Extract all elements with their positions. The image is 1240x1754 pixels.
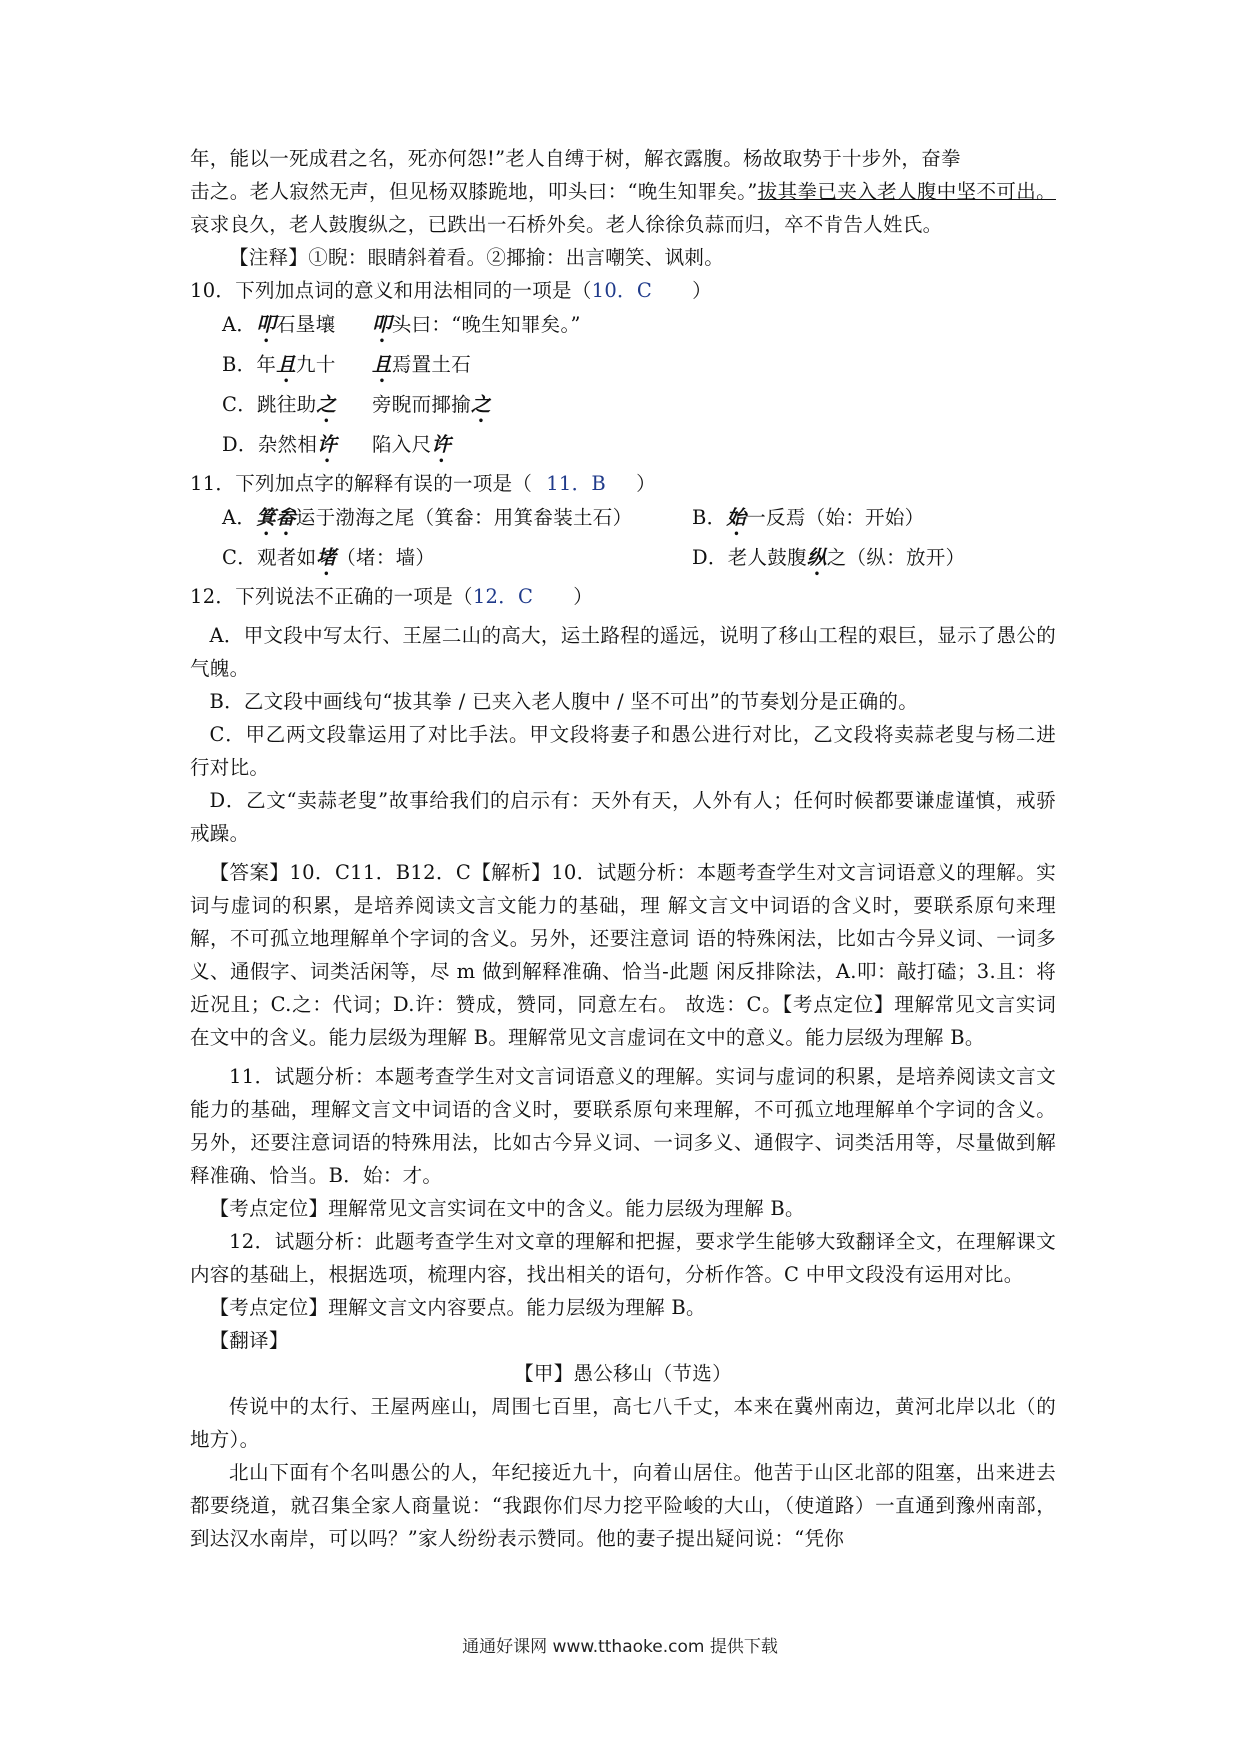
translation-paragraph: 传说中的太行、王屋两座山，周围七百里，高七八千丈，本来在冀州南边，黄河北岸以北（的地方）。 [190, 1395, 1056, 1451]
q12-option-c: C．甲乙两文段靠运用了对比手法。甲文段将妻子和愚公进行对比，乙文段将卖蒜老叟与杨二进行对比。 [190, 723, 1056, 779]
q11-option-b [692, 500, 924, 540]
q12-option-b: B．乙文段中画线句“拔其拳 / 已夹入老人腹中 / 坚不可出”的节奏划分是正确的。 [209, 690, 919, 713]
passage-text: 哀求良久，老人鼓腹纵之，已跌出一石桥外矣。老人徐徐负蒜而归，卒不肯告人姓氏。 [190, 213, 943, 236]
analysis-point: 【考点定位】理解常见文言实词在文中的含义。能力层级为理解 B。 [209, 1197, 805, 1220]
stem-text: 10．下列加点词的意义和用法相同的一项是（ [190, 279, 592, 302]
passage-line: 年，能以一死成君之名，死亦何怨!”老人自缚于树，解衣露腹。杨故取势于十步外，奋拳 [190, 147, 961, 170]
q12-option-a: A．甲文段中写太行、王屋二山的高大，运土路程的遥远，说明了移山工程的艰巨，显示了愚公的气魄。 [190, 624, 1056, 680]
q10-option-d [190, 427, 1056, 467]
analysis-q12: 12．试题分析：此题考查学生对文章的理解和把握，要求学生能够大致翻译全文，在理解课文内容的基础上，根据选项，梳理内容，找出相关的语句，分析作答。C 中甲文段没有运用对比。 [190, 1230, 1056, 1286]
option-label: A． [222, 313, 257, 336]
option-text: 一反焉（始：开始） [746, 506, 925, 529]
dotted-char: 堵 [316, 546, 337, 569]
option-text: 石垦壤 [276, 313, 336, 336]
notes: 【注释】①睨：眼睛斜着看。②揶揄：出言嘲笑、讽刺。 [229, 246, 725, 269]
q10-option-b [190, 347, 1056, 387]
question-12-stem [190, 580, 1056, 613]
option-text: 头曰：“晚生知罪矣。” [391, 313, 581, 336]
analysis-q11: 11．试题分析：本题考查学生对文言词语意义的理解。实词与虚词的积累，是培养阅读文言文能力的基础，理解文言文中词语的含义时，要联系原句来理解，不可孤立地理解单个字词的含义。另外，还要注意词语的特殊用法，比如古今异义词、一词多义、通假字、词类活用等，尽量做到解释准确、恰当。B．始：才。 [190, 1065, 1056, 1187]
option-text: 焉置土石 [391, 353, 472, 376]
document-body [190, 142, 1056, 1555]
translation-paragraph: 北山下面有个名叫愚公的人，年纪接近九十，向着山居住。他苦于山区北部的阻塞，出来进去都要绕道，就召集全家人商量说：“我跟你们尽力挖平险峻的大山，（使道路）一直通到豫州南部，到达汉水南岸，可以吗？”家人纷纷表示赞同。他的妻子提出疑问说：“凭你 [190, 1461, 1056, 1550]
question-11-stem [190, 467, 1056, 500]
stem-text: 12．下列说法不正确的一项是（ [190, 585, 473, 608]
option-label: A． [222, 506, 257, 529]
answer-mark: 11．B [546, 472, 607, 495]
q11-options-row [190, 540, 1056, 580]
dotted-char: 箕畚 [256, 506, 296, 529]
stem-text: 11．下列加点字的解释有误的一项是（ [190, 472, 533, 495]
stem-close: ） [573, 585, 594, 608]
translation-heading: 【翻译】 [209, 1329, 289, 1352]
option-text: 运于渤海之尾（箕畚：用箕畚装土石） [295, 506, 633, 529]
stem-close: ） [636, 472, 656, 495]
page-footer: 通通好课网 www.tthaoke.com 提供下载 [462, 1637, 778, 1657]
option-label: C．跳往助 [222, 393, 317, 416]
answer-mark: 10．C [591, 279, 653, 302]
dotted-char: 始 [726, 506, 747, 529]
option-text: 陷入尺 [372, 433, 432, 456]
option-label: B． [692, 506, 727, 529]
dotted-char: 且 [276, 353, 297, 376]
dotted-char: 许 [317, 433, 337, 456]
dotted-char: 纵 [806, 546, 827, 569]
passage-text: 击之。老人寂然无声，但见杨双膝跪地，叩头曰：“晚生知罪矣。” [190, 180, 758, 203]
answer-analysis: 【答案】10．C11．B12．C【解析】10．试题分析：本题考查学生对文言词语意义的理解。实词与虚词的积累，是培养阅读文言文能力的基础，理 解文言文中词语的含义时，要联系原句来理解，不可孤立地理解单个字词的含义。另外，还要注意词 语的特殊闲法，比如古今异义词、一词多义、通假字、词类活闲等，尽 m 做到解释准确、恰当-此题 闲反排除法，A.叩：敲打磕；3.且：将近况且；C.之：代词；D.许：赞成，赞同，同意左右。 故选：C。【考点定位】理解常见文言实词在文中的含义。能力层级为理解 B。理解常见文言虚词在文中的意义。能力层级为理解 B。 [190, 861, 1056, 1049]
option-label: D．老人鼓腹 [692, 546, 807, 569]
option-text: 之（纵：放开） [826, 546, 966, 569]
option-label: C．观者如 [222, 546, 317, 569]
option-text: 九十 [296, 353, 336, 376]
q12-option-d: D．乙文“卖蒜老叟”故事给我们的启示有：天外有天，人外有人；任何时候都要谦虚谨慎，戒骄戒躁。 [190, 789, 1056, 845]
dotted-char: 许 [431, 433, 452, 456]
option-text: 旁睨而揶揄 [372, 393, 472, 416]
q10-option-c [190, 387, 1056, 427]
question-10-stem [190, 274, 1056, 307]
q10-option-a [190, 307, 1056, 347]
passage-line [190, 175, 1056, 241]
analysis-point: 【考点定位】理解文言文内容要点。能力层级为理解 B。 [209, 1296, 706, 1319]
dotted-char: 叩 [256, 313, 276, 336]
option-label: B．年 [222, 353, 277, 376]
dotted-char: 之 [316, 393, 337, 416]
q11-option-c [222, 540, 692, 580]
dotted-char: 且 [372, 353, 392, 376]
dotted-char: 之 [471, 393, 491, 416]
underlined-sentence: 拔其拳已夹入老人腹中坚不可出。 [757, 180, 1056, 203]
option-label: D．杂然相 [222, 433, 318, 456]
q11-option-a [222, 500, 692, 540]
option-text: （堵：墙） [336, 546, 436, 569]
answer-mark: 12．C [472, 585, 534, 608]
dotted-char: 叩 [372, 313, 392, 336]
q11-option-d [692, 540, 965, 580]
q11-options-row [190, 500, 1056, 540]
stem-close: ） [692, 279, 712, 302]
translation-title: 【甲】愚公移山（节选） [514, 1362, 732, 1385]
